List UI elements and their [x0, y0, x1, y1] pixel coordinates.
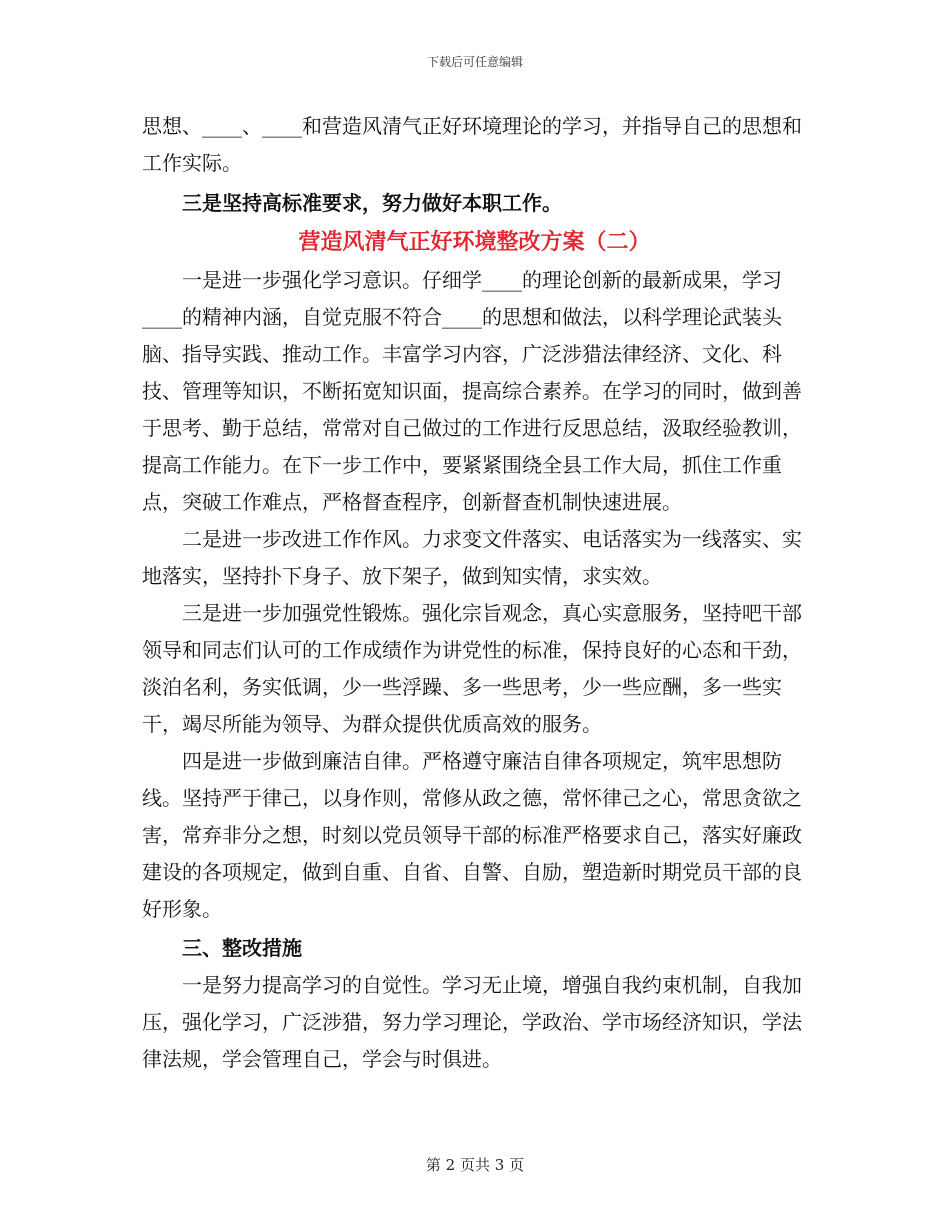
- paragraph-party-spirit: 三是进一步加强党性锻炼。强化宗旨观念，真心实意服务，坚持吧干部领导和同志们认可的工作成绩作为讲党性的标准，保持良好的心态和干劲，淡泊名利，务实低调，少一些浮躁、多一些思考，少一些应酬，多一些实干，竭尽所能为领导、为群众提供优质高效的服务。: [142, 601, 802, 736]
- paragraph-integrity: 四是进一步做到廉洁自律。严格遵守廉洁自律各项规定，筑牢思想防线。坚持严于律己，以身作则，常修从政之德，常怀律己之心，常思贪欲之害，常弃非分之想，时刻以党员领导干部的标准严格要求自己，落实好廉政建设的各项规定，做到自重、自省、自警、自励，塑造新时期党员干部的良好形象。: [142, 749, 802, 921]
- paragraph-measure-one: 一是努力提高学习的自觉性。学习无止境，增强自我约束机制，自我加压，强化学习，广泛涉猎，努力学习理论，学政治、学市场经济知识，学法律法规，学会管理自己，学会与时俱进。: [142, 973, 802, 1071]
- paragraph-work-style: 二是进一步改进工作作风。力求变文件落实、电话落实为一线落实、实地落实，坚持扑下身子、放下架子，做到知实情，求实效。: [142, 527, 802, 588]
- page-header: 下载后可任意编辑: [426, 55, 523, 69]
- measures-heading: 三、整改措施: [182, 936, 302, 960]
- page-footer: 第 2 页共 3 页: [425, 1156, 525, 1174]
- point-three-heading: 三是坚持高标准要求，努力做好本职工作。: [182, 191, 562, 215]
- paragraph-continuation: 思想、____、____和营造风清气正好环境理论的学习，并指导自己的思想和工作实际。: [142, 114, 802, 175]
- paragraph-study: 一是进一步强化学习意识。仔细学____的理论创新的最新成果，学习____的精神内涵，自觉克服不符合____的思想和做法，以科学理论武装头脑、指导实践、推动工作。丰富学习内容，广泛涉猎法律经济、文化、科技、管理等知识，不断拓宽知识面，提高综合素养。在学习的同时，做到善于思考、勤于总结，常常对自己做过的工作进行反思总结，汲取经验教训，提高工作能力。在下一步工作中，要紧紧围绕全县工作大局，抓住工作重点，突破工作难点，严格督查程序，创新督查机制快速进展。: [142, 268, 802, 514]
- section-title: 营造风清气正好环境整改方案（二）: [298, 229, 651, 255]
- document-body: [142, 108, 807, 1078]
